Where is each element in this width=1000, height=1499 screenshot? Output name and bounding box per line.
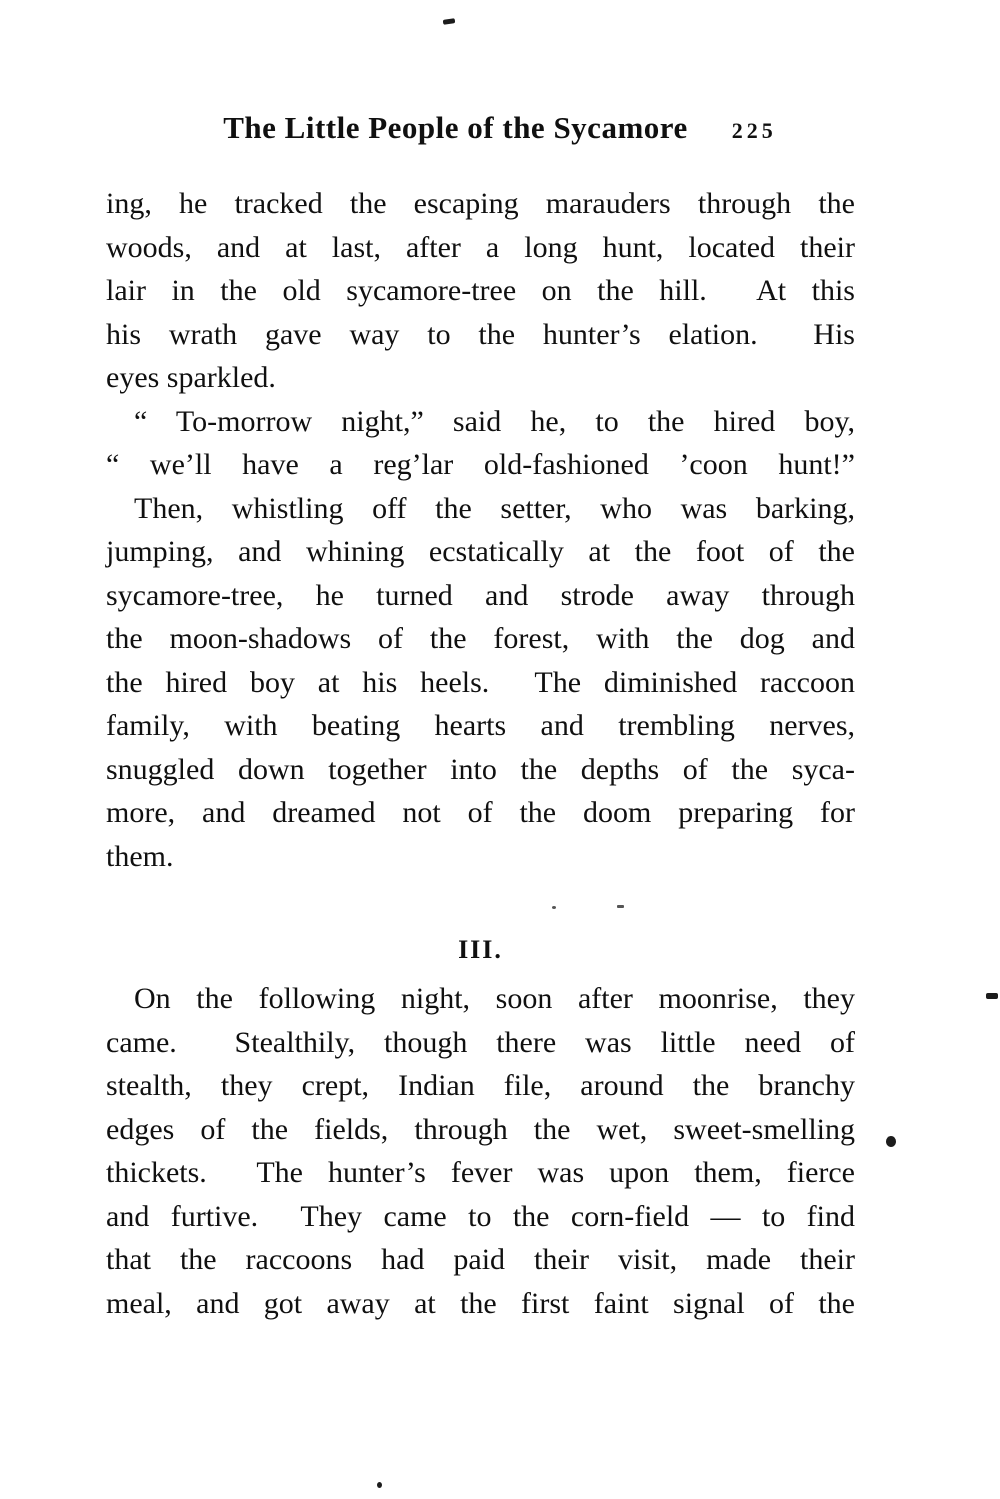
text-line: sycamore-tree, he turned and strode away through [106,578,855,612]
text-line: his wrath gave way to the hunter’s elation. His [106,317,855,351]
text-line: them. [106,839,174,873]
text-line: lair in the old sycamore-tree on the hill. At this [106,274,855,307]
text-line: thickets. The hunter’s fever was upon them, fierce [106,1156,855,1189]
section-heading: III. [458,935,503,964]
text-line: Then, whistling off the setter, who was barking, [134,491,855,525]
text-line: snuggled down together into the depths of the syca- [106,752,855,786]
text-line: jumping, and whining ecstatically at the foot of the [106,535,855,568]
text-line: edges of the fields, through the wet, sweet-smelling [106,1112,855,1146]
scan-speck [986,993,998,999]
text-line: On the following night, soon after moonrise, they [134,982,855,1015]
text-line: ing, he tracked the escaping marauders through the [106,187,855,220]
text-line: woods, and at last, after a long hunt, located their [106,230,855,264]
text-line: meal, and got away at the first faint signal of the [106,1286,855,1320]
text-line: “ To-morrow night,” said he, to the hired boy, [134,404,855,438]
page-title: The Little People of the Sycamore [223,110,688,145]
page-number: 225 [731,118,777,143]
text-line: eyes sparkled. [106,361,276,394]
text-line: family, with beating hearts and trembling nerves, [106,709,855,742]
scan-speck [886,1136,896,1147]
text-line: stealth, they crept, Indian file, around the branchy [106,1069,855,1102]
section-gap [106,878,855,928]
text-line: that the raccoons had paid their visit, made their [106,1243,855,1276]
scan-speck [552,906,556,909]
text-line: “ we’ll have a reg’lar old-fashioned ’coon hunt!” [106,448,855,481]
text-line: came. Stealthily, though there was little need of [106,1025,855,1059]
scan-speck [443,18,456,25]
body-text [106,182,855,1325]
scan-speck [377,1482,382,1488]
text-line: the hired boy at his heels. The diminished raccoon [106,665,855,699]
text-line: the moon-shadows of the forest, with the dog and [106,622,855,655]
running-header [0,110,1000,146]
text-line: more, and dreamed not of the doom preparing for [106,796,855,829]
scan-speck [617,905,624,908]
text-line: and furtive. They came to the corn-field — to find [106,1199,855,1233]
